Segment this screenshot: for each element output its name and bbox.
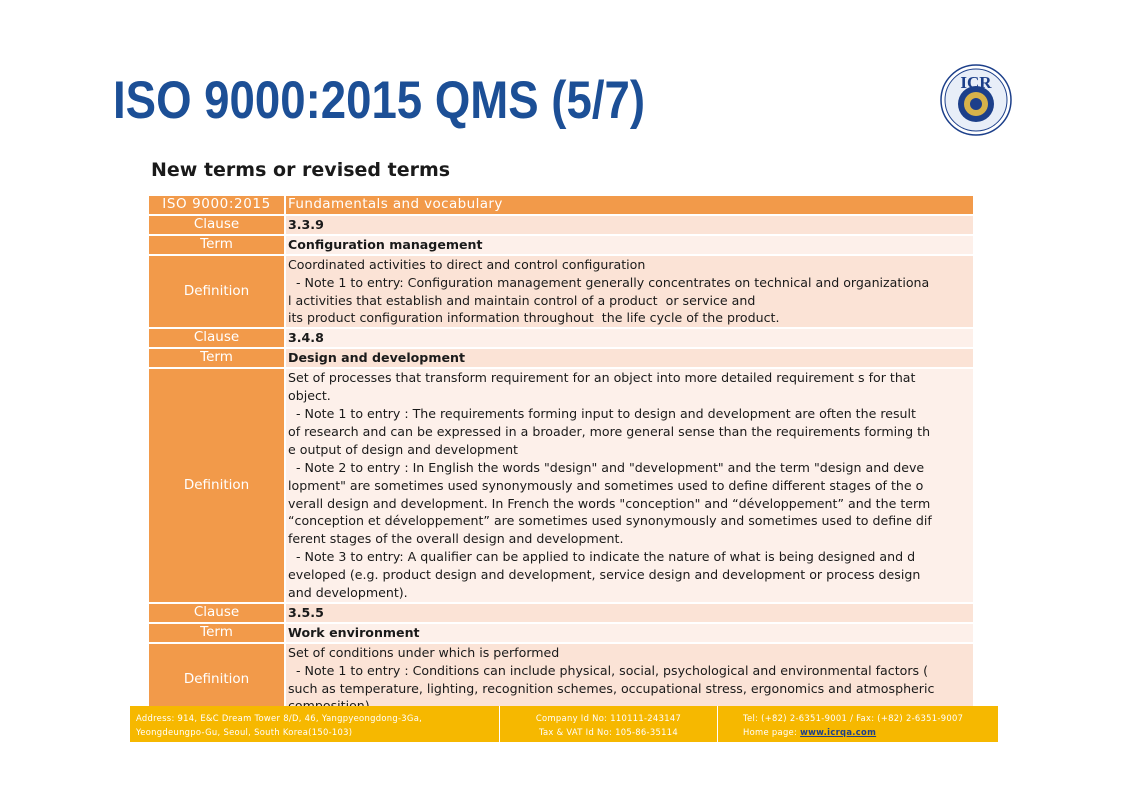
tax-id: Tax & VAT Id No: 105-86-35114 xyxy=(538,727,679,737)
definition-line: lopment" are sometimes used synonymously and sometimes used to define different stages of the o xyxy=(288,477,924,493)
definition-line: l activities that establish and maintain control of a product or service and xyxy=(288,292,756,308)
clause-label: Clause xyxy=(148,215,285,235)
term-value: Work environment xyxy=(285,623,974,643)
definition-line: - Note 1 to entry : The requirements forming input to design and development are often the result xyxy=(288,405,916,421)
header-label: ISO 9000:2015 xyxy=(148,195,285,215)
icr-logo xyxy=(939,64,1014,136)
definition-label: Definition xyxy=(148,643,285,717)
home-page xyxy=(743,725,992,739)
definition-label: Definition xyxy=(148,255,285,329)
term-value: Design and development xyxy=(285,348,974,368)
clause-value: 3.3.9 xyxy=(285,215,974,235)
definition-line: ferent stages of the overall design and development. xyxy=(288,531,624,547)
definition-line: Set of conditions under which is performed xyxy=(288,644,560,660)
definition-line: e output of design and development xyxy=(288,441,518,457)
definition-line: its product configuration information throughout the life cycle of the product. xyxy=(288,310,780,326)
clause-label: Clause xyxy=(148,328,285,348)
page-title: ISO 9000:2015 QMS (5/7) xyxy=(113,71,646,130)
table-row xyxy=(148,328,974,348)
section-subtitle: New terms or revised terms xyxy=(151,159,451,181)
home-page-link[interactable]: www.icrqa.com xyxy=(800,727,877,737)
table-row xyxy=(148,255,974,329)
footer-company-ids xyxy=(500,706,718,742)
definition-label: Definition xyxy=(148,368,285,603)
term-value: Configuration management xyxy=(285,235,974,255)
table-row xyxy=(148,235,974,255)
definition-line: such as temperature, lighting, recognition schemes, occupational stress, ergonomics and atmospheric xyxy=(288,680,935,696)
definition-text xyxy=(285,255,974,329)
header-value: Fundamentals and vocabulary xyxy=(285,195,974,215)
definition-line: - Note 1 to entry : Conditions can include physical, social, psychological and environmental factors ( xyxy=(288,662,928,678)
definition-line: object. xyxy=(288,388,331,404)
clause-value: 3.4.8 xyxy=(285,328,974,348)
table-row xyxy=(148,603,974,623)
footer-contact xyxy=(718,706,998,742)
logo-letters: ICR xyxy=(960,73,992,92)
definition-line: eveloped (e.g. product design and development, service design and development or process design xyxy=(288,567,921,583)
definition-line: Coordinated activities to direct and control configuration xyxy=(288,256,646,272)
terms-table xyxy=(147,194,975,717)
address-line: Address: 914, E&C Dream Tower 8/D, 46, Yangpyeongdong-3Ga, xyxy=(136,713,423,723)
definition-line: - Note 1 to entry: Configuration management generally concentrates on technical and organizationa xyxy=(288,274,930,290)
definition-line: - Note 3 to entry: A qualifier can be applied to indicate the nature of what is being designed and d xyxy=(288,549,916,565)
definition-line: of research and can be expressed in a broader, more general sense than the requirements forming th xyxy=(288,423,931,439)
definition-text xyxy=(285,368,974,603)
clause-label: Clause xyxy=(148,603,285,623)
term-label: Term xyxy=(148,348,285,368)
tel-fax: Tel: (+82) 2-6351-9001 / Fax: (+82) 2-6351-9007 xyxy=(743,713,964,723)
company-id: Company Id No: 110111-243147 xyxy=(535,713,682,723)
term-label: Term xyxy=(148,235,285,255)
clause-value: 3.5.5 xyxy=(285,603,974,623)
table-row xyxy=(148,368,974,603)
home-page-label: Home page: xyxy=(743,727,798,737)
address-line: Yeongdeungpo-Gu, Seoul, South Korea(150-103) xyxy=(136,727,353,737)
definition-line: and development). xyxy=(288,585,408,601)
table-header-row xyxy=(148,195,974,215)
footer-bar xyxy=(130,706,998,742)
term-label: Term xyxy=(148,623,285,643)
table-row xyxy=(148,623,974,643)
definition-line: verall design and development. In French the words "conception" and “développement” and the term xyxy=(288,495,931,511)
definition-line: Set of processes that transform requirement for an object into more detailed requirement s for that xyxy=(288,370,916,386)
table-row xyxy=(148,348,974,368)
definition-line: “conception et développement” are sometimes used synonymously and sometimes used to define dif xyxy=(288,513,932,529)
definition-line: - Note 2 to entry : In English the words "design" and "development" and the term "design and deve xyxy=(288,459,925,475)
table-row xyxy=(148,215,974,235)
footer-address xyxy=(130,706,500,742)
